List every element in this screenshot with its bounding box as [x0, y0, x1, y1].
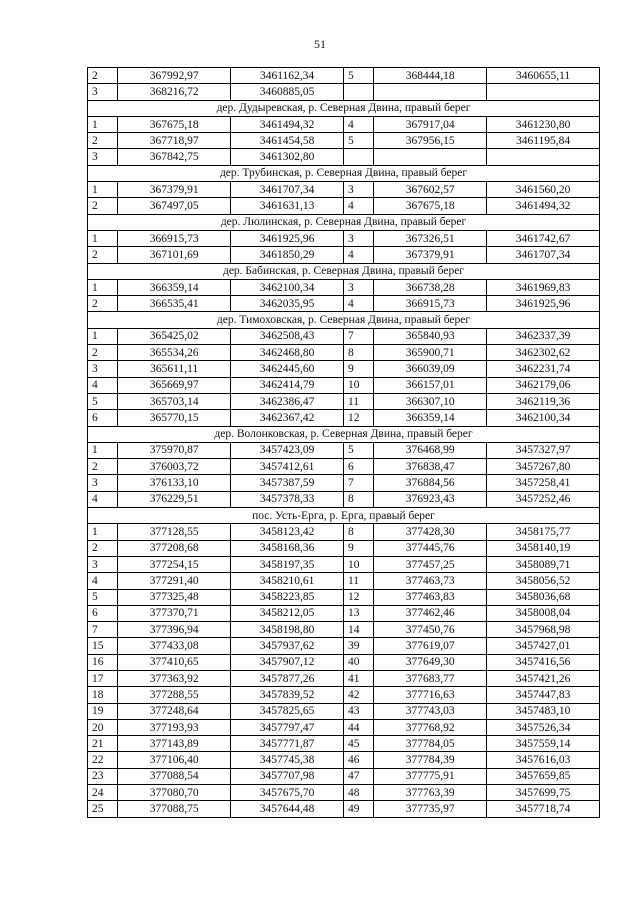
y-coordinate-cell: 3458198,80 [231, 622, 344, 638]
y-coordinate-cell: 3462508,43 [231, 328, 344, 344]
point-number-cell: 20 [88, 719, 118, 735]
section-header-row [88, 508, 600, 524]
y-coordinate-cell: 3461494,32 [487, 198, 600, 214]
table-row [88, 638, 600, 654]
y-coordinate-cell: 3457423,09 [231, 442, 344, 458]
x-coordinate-cell: 365611,11 [118, 361, 231, 377]
y-coordinate-cell: 3457937,62 [231, 638, 344, 654]
x-coordinate-cell: 377143,89 [118, 736, 231, 752]
x-coordinate-cell: 365425,02 [118, 328, 231, 344]
point-number-cell: 5 [343, 442, 373, 458]
point-number-cell: 39 [343, 638, 373, 654]
page-number: 51 [314, 37, 326, 51]
y-coordinate-cell: 3457699,75 [487, 785, 600, 801]
table-row [88, 556, 600, 572]
section-title: дер. Бабинская, р. Северная Двина, правый берег [88, 263, 600, 279]
point-number-cell: 21 [88, 736, 118, 752]
x-coordinate-cell: 367718,97 [118, 133, 231, 149]
x-coordinate-cell: 377743,03 [374, 703, 487, 719]
y-coordinate-cell: 3458175,77 [487, 524, 600, 540]
x-coordinate-cell: 366359,14 [118, 279, 231, 295]
table-row [88, 361, 600, 377]
point-number-cell: 2 [88, 345, 118, 361]
table-row [88, 703, 600, 719]
x-coordinate-cell: 367379,91 [374, 247, 487, 263]
x-coordinate-cell: 377445,76 [374, 540, 487, 556]
point-number-cell: 4 [88, 377, 118, 393]
table-row [88, 133, 600, 149]
point-number-cell: 1 [88, 182, 118, 198]
point-number-cell: 42 [343, 687, 373, 703]
y-coordinate-cell [487, 149, 600, 165]
table-row [88, 475, 600, 491]
point-number-cell: 5 [343, 68, 373, 84]
y-coordinate-cell: 3462414,79 [231, 377, 344, 393]
y-coordinate-cell: 3462179,06 [487, 377, 600, 393]
point-number-cell: 24 [88, 785, 118, 801]
x-coordinate-cell: 365770,15 [118, 410, 231, 426]
y-coordinate-cell: 3460885,05 [231, 84, 344, 100]
x-coordinate-cell: 365669,97 [118, 377, 231, 393]
x-coordinate-cell: 366915,73 [118, 230, 231, 246]
point-number-cell: 3 [88, 475, 118, 491]
table-row [88, 116, 600, 132]
x-coordinate-cell: 377462,46 [374, 605, 487, 621]
point-number-cell: 40 [343, 654, 373, 670]
table-row [88, 573, 600, 589]
point-number-cell: 6 [88, 605, 118, 621]
y-coordinate-cell: 3460655,11 [487, 68, 600, 84]
point-number-cell: 1 [88, 442, 118, 458]
y-coordinate-cell: 3461494,32 [231, 116, 344, 132]
x-coordinate-cell: 365900,71 [374, 345, 487, 361]
section-header-row [88, 214, 600, 230]
y-coordinate-cell: 3458123,42 [231, 524, 344, 540]
y-coordinate-cell: 3458197,35 [231, 556, 344, 572]
table-row [88, 393, 600, 409]
point-number-cell: 19 [88, 703, 118, 719]
x-coordinate-cell: 377410,65 [118, 654, 231, 670]
x-coordinate-cell: 368216,72 [118, 84, 231, 100]
table-row [88, 328, 600, 344]
x-coordinate-cell: 367675,18 [374, 198, 487, 214]
point-number-cell: 2 [88, 68, 118, 84]
x-coordinate-cell: 367956,15 [374, 133, 487, 149]
y-coordinate-cell: 3457421,26 [487, 670, 600, 686]
y-coordinate-cell: 3457644,48 [231, 801, 344, 817]
point-number-cell: 5 [343, 133, 373, 149]
point-number-cell: 10 [343, 556, 373, 572]
x-coordinate-cell: 376003,72 [118, 459, 231, 475]
y-coordinate-cell: 3462302,62 [487, 345, 600, 361]
y-coordinate-cell: 3462231,74 [487, 361, 600, 377]
point-number-cell: 1 [88, 279, 118, 295]
section-header-row [88, 312, 600, 328]
point-number-cell: 45 [343, 736, 373, 752]
y-coordinate-cell: 3457387,59 [231, 475, 344, 491]
point-number-cell: 47 [343, 768, 373, 784]
point-number-cell: 10 [343, 377, 373, 393]
table-row [88, 279, 600, 295]
x-coordinate-cell: 367602,57 [374, 182, 487, 198]
section-header-row [88, 100, 600, 116]
point-number-cell: 1 [88, 524, 118, 540]
point-number-cell: 23 [88, 768, 118, 784]
coordinates-table-body [88, 68, 600, 818]
x-coordinate-cell: 367992,97 [118, 68, 231, 84]
y-coordinate-cell: 3457416,56 [487, 654, 600, 670]
point-number-cell [343, 84, 373, 100]
point-number-cell: 46 [343, 752, 373, 768]
point-number-cell: 6 [343, 459, 373, 475]
y-coordinate-cell: 3457877,26 [231, 670, 344, 686]
y-coordinate-cell: 3462367,42 [231, 410, 344, 426]
point-number-cell: 4 [343, 296, 373, 312]
point-number-cell: 1 [88, 116, 118, 132]
x-coordinate-cell [374, 149, 487, 165]
point-number-cell: 17 [88, 670, 118, 686]
y-coordinate-cell: 3457267,80 [487, 459, 600, 475]
table-row [88, 654, 600, 670]
table-row [88, 345, 600, 361]
point-number-cell: 5 [88, 589, 118, 605]
section-title: дер. Дудыревская, р. Северная Двина, правый берег [88, 100, 600, 116]
y-coordinate-cell: 3461631,13 [231, 198, 344, 214]
x-coordinate-cell: 366915,73 [374, 296, 487, 312]
y-coordinate-cell: 3457675,70 [231, 785, 344, 801]
point-number-cell: 8 [343, 524, 373, 540]
x-coordinate-cell: 377716,63 [374, 687, 487, 703]
table-row [88, 768, 600, 784]
y-coordinate-cell: 3457707,98 [231, 768, 344, 784]
y-coordinate-cell: 3462035,95 [231, 296, 344, 312]
x-coordinate-cell [374, 84, 487, 100]
y-coordinate-cell: 3457771,87 [231, 736, 344, 752]
point-number-cell: 9 [343, 361, 373, 377]
point-number-cell: 4 [343, 247, 373, 263]
point-number-cell: 5 [88, 393, 118, 409]
x-coordinate-cell: 377428,30 [374, 524, 487, 540]
point-number-cell: 12 [343, 589, 373, 605]
x-coordinate-cell: 377735,97 [374, 801, 487, 817]
point-number-cell: 13 [343, 605, 373, 621]
y-coordinate-cell: 3462337,39 [487, 328, 600, 344]
x-coordinate-cell: 376838,47 [374, 459, 487, 475]
y-coordinate-cell: 3457839,52 [231, 687, 344, 703]
point-number-cell: 22 [88, 752, 118, 768]
table-row [88, 182, 600, 198]
y-coordinate-cell: 3461302,80 [231, 149, 344, 165]
y-coordinate-cell: 3462119,36 [487, 393, 600, 409]
y-coordinate-cell: 3457797,47 [231, 719, 344, 735]
point-number-cell: 3 [88, 149, 118, 165]
point-number-cell: 14 [343, 622, 373, 638]
y-coordinate-cell: 3461230,80 [487, 116, 600, 132]
x-coordinate-cell: 366307,10 [374, 393, 487, 409]
x-coordinate-cell: 377784,39 [374, 752, 487, 768]
point-number-cell: 43 [343, 703, 373, 719]
table-row [88, 198, 600, 214]
y-coordinate-cell [487, 84, 600, 100]
table-row [88, 84, 600, 100]
x-coordinate-cell: 377775,91 [374, 768, 487, 784]
y-coordinate-cell: 3461454,58 [231, 133, 344, 149]
point-number-cell: 15 [88, 638, 118, 654]
x-coordinate-cell: 377288,55 [118, 687, 231, 703]
y-coordinate-cell: 3458089,71 [487, 556, 600, 572]
y-coordinate-cell: 3457659,85 [487, 768, 600, 784]
y-coordinate-cell: 3457412,61 [231, 459, 344, 475]
point-number-cell: 1 [88, 328, 118, 344]
table-row [88, 540, 600, 556]
y-coordinate-cell: 3461195,84 [487, 133, 600, 149]
section-header-row [88, 263, 600, 279]
x-coordinate-cell: 367917,04 [374, 116, 487, 132]
point-number-cell: 9 [343, 540, 373, 556]
x-coordinate-cell: 366359,14 [374, 410, 487, 426]
point-number-cell: 49 [343, 801, 373, 817]
section-header-row [88, 426, 600, 442]
y-coordinate-cell: 3457483,10 [487, 703, 600, 719]
table-row [88, 247, 600, 263]
y-coordinate-cell: 3461850,29 [231, 247, 344, 263]
x-coordinate-cell: 377683,77 [374, 670, 487, 686]
y-coordinate-cell: 3458212,05 [231, 605, 344, 621]
x-coordinate-cell: 377080,70 [118, 785, 231, 801]
point-number-cell: 11 [343, 393, 373, 409]
x-coordinate-cell: 367101,69 [118, 247, 231, 263]
y-coordinate-cell: 3458056,52 [487, 573, 600, 589]
y-coordinate-cell: 3457718,74 [487, 801, 600, 817]
y-coordinate-cell: 3461969,83 [487, 279, 600, 295]
point-number-cell: 4 [88, 491, 118, 507]
x-coordinate-cell: 377433,08 [118, 638, 231, 654]
y-coordinate-cell: 3457825,65 [231, 703, 344, 719]
y-coordinate-cell: 3458140,19 [487, 540, 600, 556]
point-number-cell: 25 [88, 801, 118, 817]
point-number-cell: 7 [343, 475, 373, 491]
point-number-cell: 7 [343, 328, 373, 344]
y-coordinate-cell: 3461707,34 [487, 247, 600, 263]
y-coordinate-cell: 3457907,12 [231, 654, 344, 670]
section-header-row [88, 165, 600, 181]
y-coordinate-cell: 3462100,34 [231, 279, 344, 295]
point-number-cell: 2 [88, 247, 118, 263]
point-number-cell: 48 [343, 785, 373, 801]
table-row [88, 589, 600, 605]
y-coordinate-cell: 3458223,85 [231, 589, 344, 605]
point-number-cell: 4 [88, 573, 118, 589]
y-coordinate-cell: 3457378,33 [231, 491, 344, 507]
x-coordinate-cell: 377396,94 [118, 622, 231, 638]
table-row [88, 736, 600, 752]
point-number-cell: 11 [343, 573, 373, 589]
table-row [88, 670, 600, 686]
table-row [88, 491, 600, 507]
x-coordinate-cell: 377370,71 [118, 605, 231, 621]
x-coordinate-cell: 377363,92 [118, 670, 231, 686]
y-coordinate-cell: 3461925,96 [231, 230, 344, 246]
x-coordinate-cell: 375970,87 [118, 442, 231, 458]
point-number-cell: 2 [88, 296, 118, 312]
coordinates-table [87, 67, 600, 818]
y-coordinate-cell: 3457427,01 [487, 638, 600, 654]
point-number-cell: 3 [343, 279, 373, 295]
point-number-cell: 8 [343, 345, 373, 361]
point-number-cell: 3 [88, 556, 118, 572]
y-coordinate-cell: 3461560,20 [487, 182, 600, 198]
y-coordinate-cell: 3457327,97 [487, 442, 600, 458]
x-coordinate-cell: 365840,93 [374, 328, 487, 344]
x-coordinate-cell: 377649,30 [374, 654, 487, 670]
x-coordinate-cell: 377128,55 [118, 524, 231, 540]
table-row [88, 752, 600, 768]
point-number-cell: 2 [88, 540, 118, 556]
y-coordinate-cell: 3457559,14 [487, 736, 600, 752]
point-number-cell: 4 [343, 116, 373, 132]
y-coordinate-cell: 3458168,36 [231, 540, 344, 556]
table-row [88, 149, 600, 165]
x-coordinate-cell: 365703,14 [118, 393, 231, 409]
x-coordinate-cell: 367842,75 [118, 149, 231, 165]
x-coordinate-cell: 377325,48 [118, 589, 231, 605]
point-number-cell: 1 [88, 230, 118, 246]
y-coordinate-cell: 3461707,34 [231, 182, 344, 198]
x-coordinate-cell: 376923,43 [374, 491, 487, 507]
table-row [88, 377, 600, 393]
y-coordinate-cell: 3457447,83 [487, 687, 600, 703]
x-coordinate-cell: 377619,07 [374, 638, 487, 654]
x-coordinate-cell: 377088,75 [118, 801, 231, 817]
x-coordinate-cell: 366157,01 [374, 377, 487, 393]
y-coordinate-cell: 3458008,04 [487, 605, 600, 621]
x-coordinate-cell: 377463,73 [374, 573, 487, 589]
section-title: дер. Трубинская, р. Северная Двина, правый берег [88, 165, 600, 181]
table-row [88, 230, 600, 246]
section-title: дер. Люлинская, р. Северная Двина, правый берег [88, 214, 600, 230]
x-coordinate-cell: 376468,99 [374, 442, 487, 458]
section-title: дер. Волонковская, р. Северная Двина, правый берег [88, 426, 600, 442]
y-coordinate-cell: 3457526,34 [487, 719, 600, 735]
point-number-cell: 3 [343, 230, 373, 246]
point-number-cell: 3 [88, 84, 118, 100]
x-coordinate-cell: 377248,64 [118, 703, 231, 719]
y-coordinate-cell: 3461162,34 [231, 68, 344, 84]
point-number-cell: 3 [88, 361, 118, 377]
x-coordinate-cell: 377784,05 [374, 736, 487, 752]
point-number-cell: 7 [88, 622, 118, 638]
x-coordinate-cell: 366738,28 [374, 279, 487, 295]
point-number-cell: 12 [343, 410, 373, 426]
table-row [88, 719, 600, 735]
point-number-cell: 18 [88, 687, 118, 703]
table-row [88, 524, 600, 540]
point-number-cell [343, 149, 373, 165]
x-coordinate-cell: 376133,10 [118, 475, 231, 491]
point-number-cell: 2 [88, 198, 118, 214]
table-row [88, 68, 600, 84]
point-number-cell: 3 [343, 182, 373, 198]
table-row [88, 801, 600, 817]
y-coordinate-cell: 3461742,67 [487, 230, 600, 246]
y-coordinate-cell: 3461925,96 [487, 296, 600, 312]
x-coordinate-cell: 376884,56 [374, 475, 487, 491]
table-row [88, 459, 600, 475]
point-number-cell: 16 [88, 654, 118, 670]
table-row [88, 410, 600, 426]
table-row [88, 622, 600, 638]
table-row [88, 605, 600, 621]
x-coordinate-cell: 367675,18 [118, 116, 231, 132]
x-coordinate-cell: 377463,83 [374, 589, 487, 605]
point-number-cell: 2 [88, 459, 118, 475]
y-coordinate-cell: 3457252,46 [487, 491, 600, 507]
y-coordinate-cell: 3458210,61 [231, 573, 344, 589]
y-coordinate-cell: 3462386,47 [231, 393, 344, 409]
point-number-cell: 44 [343, 719, 373, 735]
x-coordinate-cell: 377768,92 [374, 719, 487, 735]
x-coordinate-cell: 367497,05 [118, 198, 231, 214]
x-coordinate-cell: 377763,39 [374, 785, 487, 801]
point-number-cell: 8 [343, 491, 373, 507]
x-coordinate-cell: 368444,18 [374, 68, 487, 84]
x-coordinate-cell: 377291,40 [118, 573, 231, 589]
section-title: пос. Усть-Ерга, р. Ерга, правый берег [88, 508, 600, 524]
x-coordinate-cell: 377106,40 [118, 752, 231, 768]
y-coordinate-cell: 3462445,60 [231, 361, 344, 377]
x-coordinate-cell: 376229,51 [118, 491, 231, 507]
y-coordinate-cell: 3457616,03 [487, 752, 600, 768]
y-coordinate-cell: 3462100,34 [487, 410, 600, 426]
point-number-cell: 2 [88, 133, 118, 149]
x-coordinate-cell: 367379,91 [118, 182, 231, 198]
table-row [88, 296, 600, 312]
table-row [88, 687, 600, 703]
x-coordinate-cell: 377457,25 [374, 556, 487, 572]
point-number-cell: 6 [88, 410, 118, 426]
y-coordinate-cell: 3462468,80 [231, 345, 344, 361]
x-coordinate-cell: 367326,51 [374, 230, 487, 246]
x-coordinate-cell: 365534,26 [118, 345, 231, 361]
x-coordinate-cell: 377254,15 [118, 556, 231, 572]
x-coordinate-cell: 366535,41 [118, 296, 231, 312]
y-coordinate-cell: 3458036,68 [487, 589, 600, 605]
x-coordinate-cell: 366039,09 [374, 361, 487, 377]
x-coordinate-cell: 377193,93 [118, 719, 231, 735]
table-row [88, 442, 600, 458]
x-coordinate-cell: 377208,68 [118, 540, 231, 556]
table-row [88, 785, 600, 801]
y-coordinate-cell: 3457968,98 [487, 622, 600, 638]
y-coordinate-cell: 3457745,38 [231, 752, 344, 768]
y-coordinate-cell: 3457258,41 [487, 475, 600, 491]
section-title: дер. Тимоховская, р. Северная Двина, правый берег [88, 312, 600, 328]
x-coordinate-cell: 377450,76 [374, 622, 487, 638]
point-number-cell: 4 [343, 198, 373, 214]
x-coordinate-cell: 377088,54 [118, 768, 231, 784]
point-number-cell: 41 [343, 670, 373, 686]
